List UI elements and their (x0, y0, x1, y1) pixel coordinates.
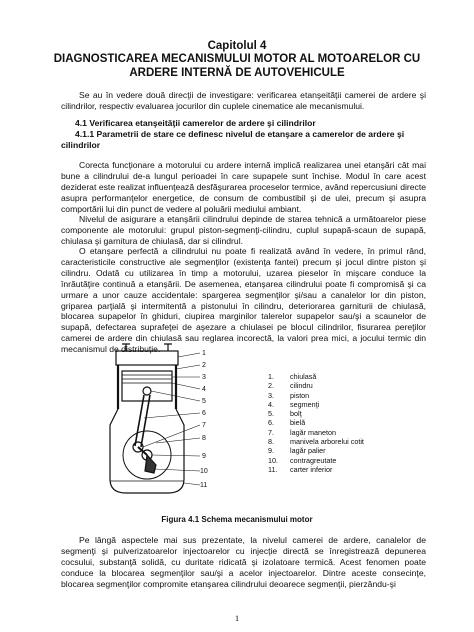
legend-item: 7. lagăr maneton (268, 427, 336, 437)
callout-6: 6 (202, 410, 206, 417)
callout-1: 1 (202, 350, 206, 357)
legend-item: 8. manivela arborelui cotit (268, 437, 364, 447)
figure-legend (268, 372, 364, 474)
paragraph-4: Pe lângă aspectele mai sus prezentate, la nivelul camerei de ardere, canalelor de segmenţi şi pulverizatoarelor injectoarelor cu injecţie directă se înregistrează depunerea cocsului, substanţă solidă, cu duritate ridicată şi izolatoare termică. Acest fenomen poate conduce la blocarea segmenţilor sau/şi a acelor injectoarelor. Dintre aceste consecinţe, blocarea segmenţilor compromite etanşarea cilindrului deoarece segmenţii, pierzându-şi (61, 535, 426, 589)
callout-8: 8 (202, 435, 206, 442)
legend-item: 10. contragreutate (268, 455, 337, 465)
chapter-heading: Capitolul 4 (207, 40, 267, 52)
figure-caption: Figura 4.1 Schema mecanismului motor (161, 515, 313, 524)
paragraph-1: Corecta funcţionare a motorului cu ardere internă implică realizarea unei etanşări cât mai bune a cilindrului de-a lungul perioadei în care supapele sunt închise. Modul în care acest deziderat este realizat influenţează desfăşurarea proceselor termice, având repercusiuni directe asupra performanţelor energetice, de consum de combustibil şi de ulei, precum şi asupra comportării lui din punct de vedere al poluării mediului ambiant. (61, 160, 426, 214)
callout-7: 7 (202, 422, 206, 429)
cylinder-head-shape (116, 351, 178, 365)
callout-10: 10 (200, 468, 208, 475)
piston-shape (122, 371, 172, 401)
legend-item: 1. chiulasă (268, 372, 317, 381)
legend-item: 3. piston (268, 390, 310, 400)
intro-paragraph: Se au în vedere două direcţii de investigare: verificarea etanşeităţii camerei de ardere şi cilindrilor, respectiv evaluarea jocurilor din cuplele cinematice ale mecanismului. (61, 90, 426, 111)
chapter-title-line2: ARDERE INTERNĂ DE AUTOVEHICULE (129, 66, 345, 79)
engine-mechanism-figure (96, 343, 216, 503)
legend-item: 2. cilindru (268, 381, 313, 391)
paragraph-2: Nivelul de asigurare a etanşării cilindrului depinde de starea tehnică a următoarelor piese componente ale motorului: grupul piston-segmenţi-cilindru, cuplul supapă-scaun de supapă, chiulasa şi garnitura de chiulasă, dar si cilindrul. (61, 214, 426, 246)
callout-3: 3 (202, 374, 206, 381)
callout-4: 4 (202, 386, 206, 393)
legend-item: 11. carter inferior (268, 464, 333, 474)
crankcase-outline (110, 409, 184, 493)
piston-pin-shape (143, 387, 151, 395)
callout-5: 5 (202, 398, 206, 405)
page-number: 1 (234, 613, 240, 623)
chapter-title (20, 53, 454, 80)
callout-2: 2 (202, 362, 206, 369)
callout-9: 9 (202, 453, 206, 460)
section-4-1-1-heading: 4.1.1 Parametrii de stare ce definesc nivelul de etanşare a camerelor de ardere şi cilindrilor (61, 129, 405, 150)
chapter-title-line1: DIAGNOSTICAREA MECANISMULUI MOTOR AL MOTOARELOR CU (53, 53, 421, 65)
callout-11: 11 (200, 482, 208, 489)
callout-numbers (200, 350, 208, 489)
legend-item: 9. lagăr palier (268, 446, 326, 456)
legend-item: 6. bielă (268, 418, 306, 428)
paragraph-3: O etanşare perfectă a cilindrului nu poate fi realizată având în vedere, în primul rând, caracteristicile constructive ale segmenţilor (existenţa fantei) precum şi jocul dintre piston şi cilindru. Odată cu utilizarea în timp a motorului, uzarea pieselor în mişcare conduce la înrăutăţire continuă a etanşării. De asemenea, etanşarea cilindrului poate fi compromisă şi ca urmare a unor cauze accidentale: spargerea segmenţilor şi/sau a canalelor lor din piston, griparea parţială şi intermitentă a pistonului în cilindru, deteriorarea garniturii de chiulasă, blocarea supapelor în ghiduri, ciupirea marginilor talerelor supapelor sau/şi a scaunelor de supapă, defectarea suprafeţei de aşezare a chiulasei pe blocul cilindrilor, fisurarea pereţilor camerei de ardere din chiulasă sau reglarea incorectă, la valori prea mici, a jocului termic din mecanismul de distribuţie. (61, 246, 426, 355)
valve-stems (122, 344, 172, 351)
piston-rings (122, 375, 172, 383)
section-4-1-heading: 4.1 Verificarea etanşeităţii camerelor de ardere şi cilindrilor (75, 118, 316, 128)
legend-item: 5. bolţ (268, 409, 302, 419)
connecting-rod (135, 395, 150, 447)
legend-item: 4. segmenţi (268, 399, 320, 409)
